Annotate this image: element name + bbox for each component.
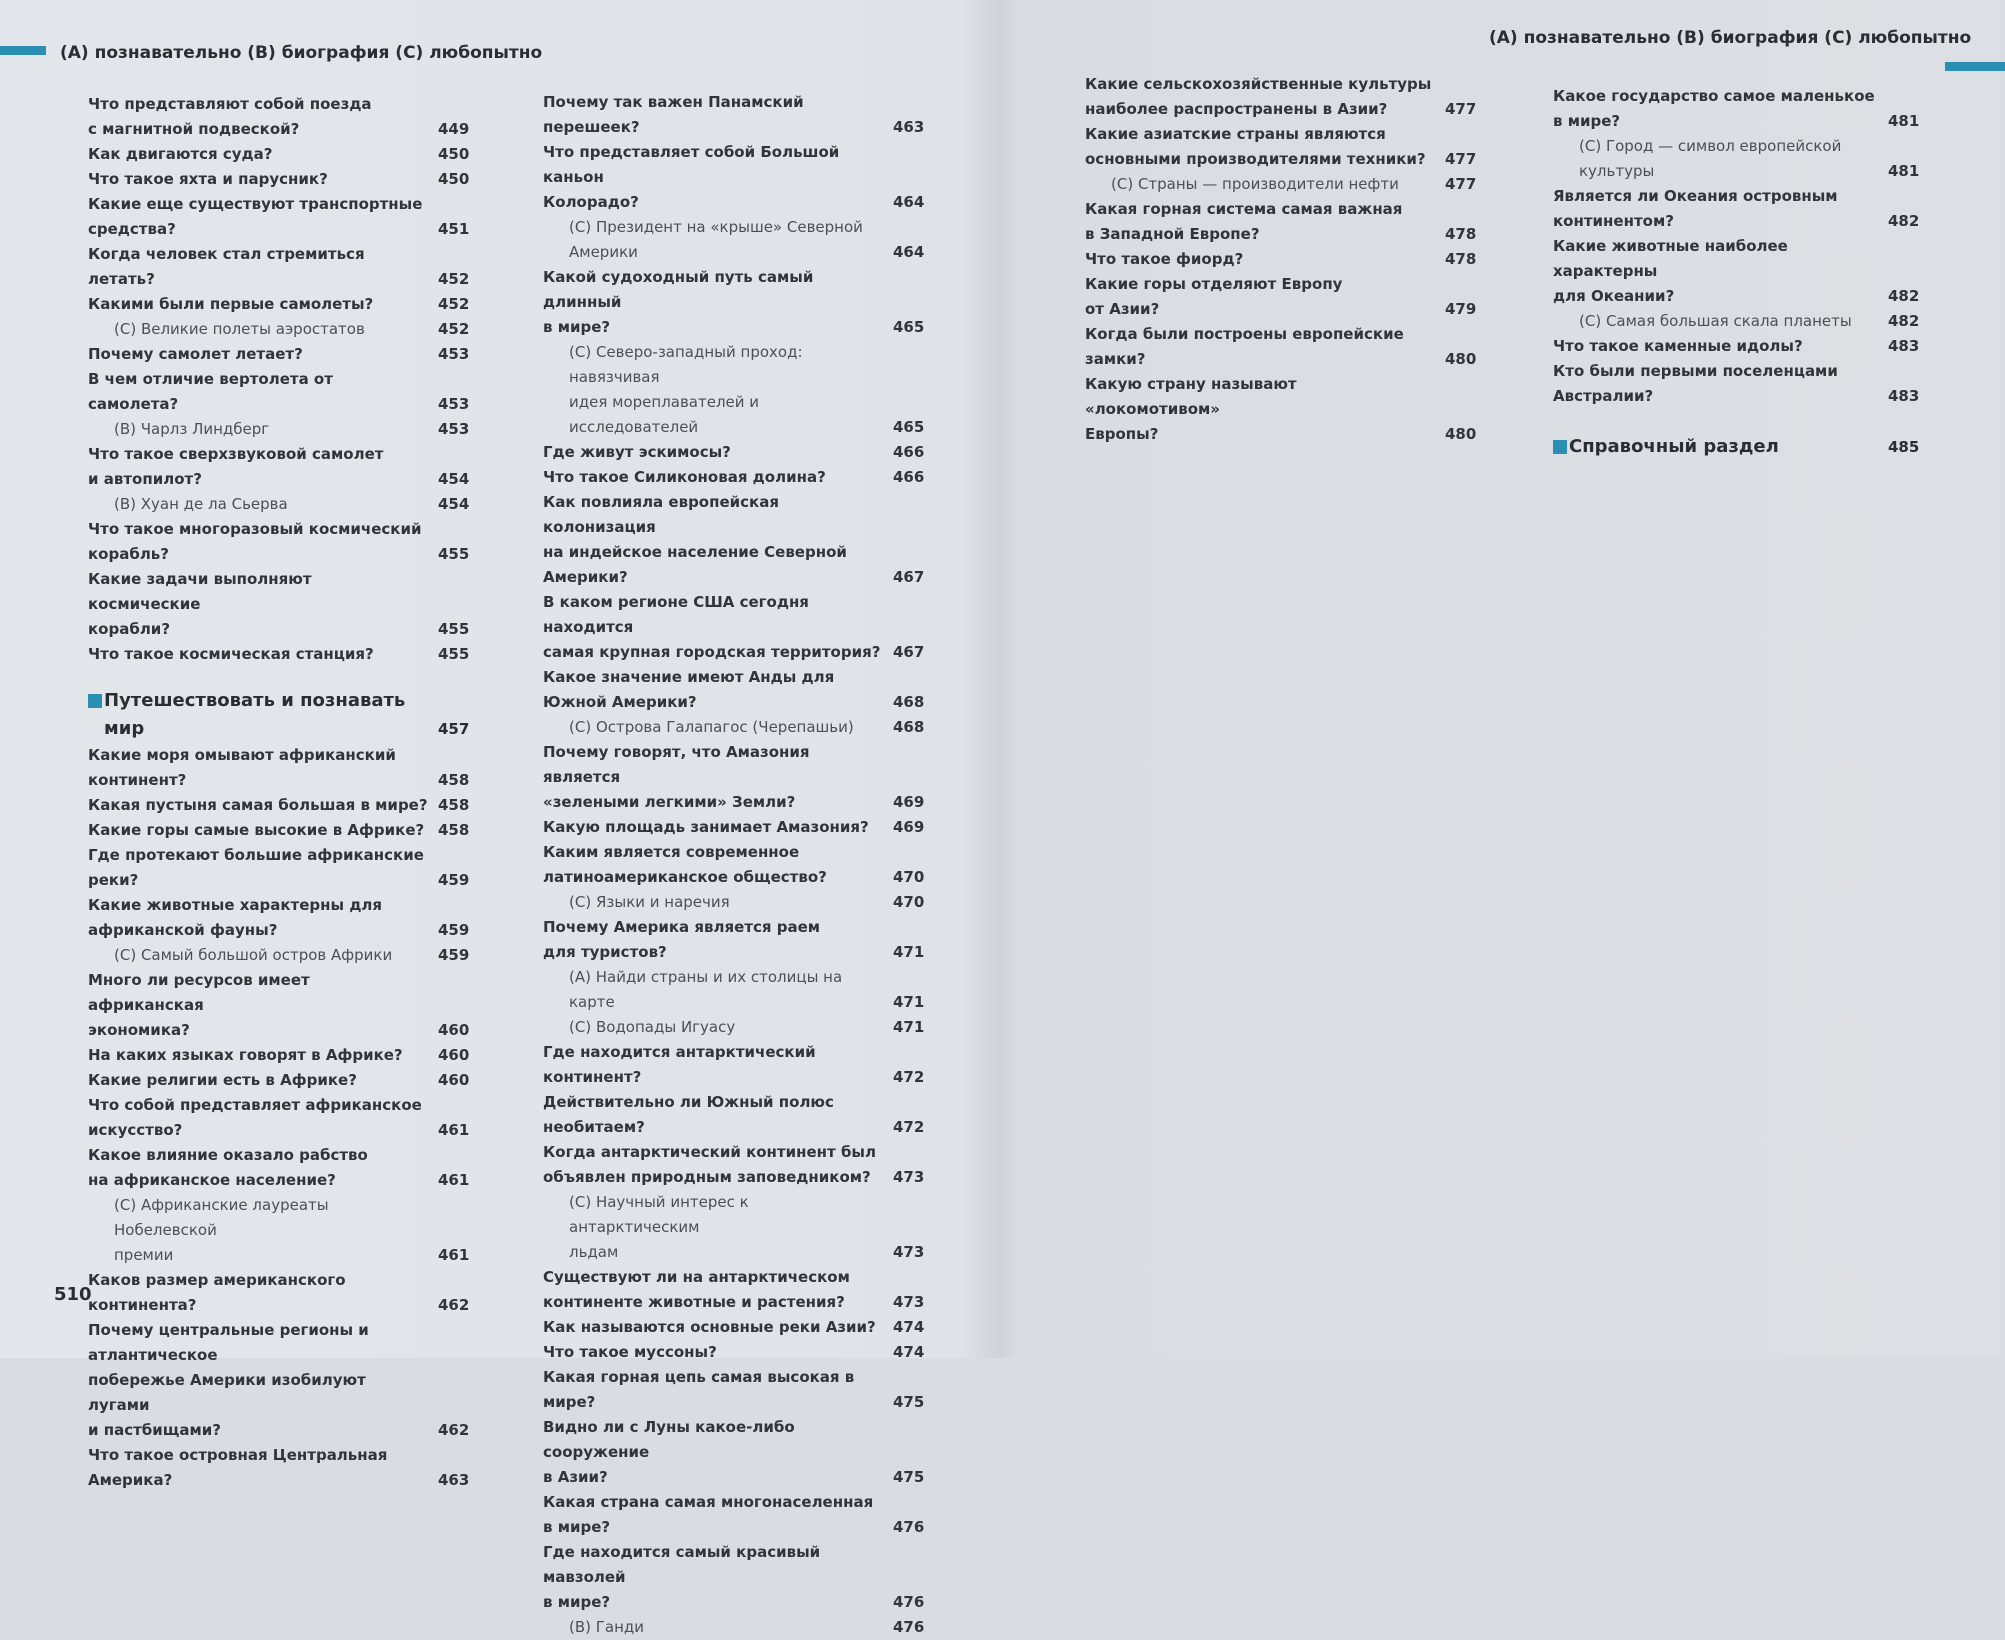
toc-entry <box>88 968 488 1043</box>
toc-entry-title: Какая пустыня самая большая в мире? <box>88 796 428 814</box>
toc-entry <box>543 1315 943 1340</box>
header-accent-bar-right <box>1945 62 2005 71</box>
toc-entry-page: 454 <box>438 470 470 488</box>
toc-entry-title: Когда антарктический континент был объявлен природным заповедником? <box>543 1143 876 1186</box>
section-square-icon <box>1553 440 1567 454</box>
toc-entry-page: 467 <box>893 568 925 586</box>
toc-entry <box>543 1490 943 1540</box>
toc-entry-page: 462 <box>438 1421 470 1439</box>
toc-entry-page: 474 <box>893 1318 925 1336</box>
toc-entry <box>543 440 943 465</box>
toc-entry-title: Много ли ресурсов имеет африканская экономика? <box>88 971 310 1039</box>
toc-entry <box>88 943 488 968</box>
toc-entry-page: 473 <box>893 1168 925 1186</box>
left-header-legend: (A) познавательно (B) биография (C) любопытно <box>60 43 543 63</box>
toc-entry <box>543 140 943 215</box>
toc-entry-page: 482 <box>1888 312 1920 330</box>
toc-entry-page: 450 <box>438 170 470 188</box>
toc-entry-title: Что такое островная Центральная Америка? <box>88 1446 388 1489</box>
toc-entry-page: 471 <box>893 943 925 961</box>
toc-entry <box>1085 247 1495 272</box>
left-page <box>0 0 1000 1636</box>
toc-entry-page: 458 <box>438 771 470 789</box>
toc-entry-title: Какие животные наиболее характерны для Океании? <box>1553 237 1788 305</box>
toc-entry <box>88 793 488 818</box>
toc-entry <box>88 1093 488 1143</box>
toc-entry-title: Что собой представляет африканское искусство? <box>88 1096 422 1139</box>
toc-entry-title: Какие сельскохозяйственные культуры наиболее распространены в Азии? <box>1085 75 1432 118</box>
toc-entry-title: Где протекают большие африканские реки? <box>88 846 424 889</box>
toc-entry <box>88 567 488 642</box>
toc-entry-title: (C) Самый большой остров Африки <box>114 946 393 964</box>
toc-entry-page: 459 <box>438 921 470 939</box>
toc-entry-page: 479 <box>1445 300 1477 318</box>
toc-entry-page: 465 <box>893 418 925 436</box>
toc-entry-title: (C) Научный интерес к антарктическим льдам <box>569 1193 749 1261</box>
toc-entry-title: Какие задачи выполняют космические корабли? <box>88 570 312 638</box>
toc-entry-title: Что такое фиорд? <box>1085 250 1244 268</box>
toc-entry-page: 473 <box>893 1243 925 1261</box>
toc-entry <box>1085 372 1495 447</box>
toc-entry <box>88 517 488 567</box>
toc-entry-title: Почему так важен Панамский перешеек? <box>543 93 804 136</box>
right-page <box>1005 0 2000 1358</box>
toc-entry-page: 483 <box>1888 337 1920 355</box>
toc-entry-title: Как двигаются суда? <box>88 145 273 163</box>
toc-entry-title: (C) Водопады Игуасу <box>569 1018 736 1036</box>
toc-entry-page: 476 <box>893 1593 925 1611</box>
toc-entry <box>543 1190 943 1265</box>
toc-entry-page: 477 <box>1445 175 1477 193</box>
toc-entry-page: 453 <box>438 395 470 413</box>
toc-entry-page: 459 <box>438 946 470 964</box>
toc-column-3 <box>1085 72 1495 447</box>
toc-entry <box>543 665 943 715</box>
toc-entry-page: 478 <box>1445 250 1477 268</box>
toc-entry <box>543 1140 943 1190</box>
toc-entry-title: Какая горная система самая важная в Западной Европе? <box>1085 200 1403 243</box>
toc-entry <box>88 743 488 793</box>
toc-entry <box>543 265 943 340</box>
toc-entry <box>543 1265 943 1315</box>
toc-entry <box>1085 197 1495 247</box>
toc-entry <box>543 840 943 890</box>
toc-entry <box>88 142 488 167</box>
toc-entry-title: (C) Город — символ европейской культуры <box>1579 137 1842 180</box>
toc-entry-page: 455 <box>438 545 470 563</box>
toc-entry-title: (C) Самая большая скала планеты <box>1579 312 1852 330</box>
toc-entry-title: Является ли Океания островным континентом? <box>1553 187 1838 230</box>
toc-entry <box>1085 322 1495 372</box>
toc-entry <box>543 1540 943 1615</box>
toc-entry-page: 468 <box>893 718 925 736</box>
toc-entry-page: 471 <box>893 1018 925 1036</box>
toc-entry <box>88 1043 488 1068</box>
toc-entry <box>88 442 488 492</box>
toc-entry-page: 476 <box>893 1518 925 1536</box>
toc-entry-title: Видно ли с Луны какое-либо сооружение в Азии? <box>543 1418 795 1486</box>
toc-entry <box>543 215 943 265</box>
toc-entry-title: Кто были первыми поселенцами Австралии? <box>1553 362 1838 405</box>
toc-entry-page: 480 <box>1445 350 1477 368</box>
toc-entry <box>88 1318 488 1443</box>
toc-entry <box>1085 272 1495 322</box>
toc-entry <box>543 1415 943 1490</box>
toc-entry <box>1085 122 1495 172</box>
toc-entry-title: Где находится антарктический континент? <box>543 1043 816 1086</box>
toc-entry-title: (C) Языки и наречия <box>569 893 730 911</box>
toc-entry-title: Когда человек стал стремиться летать? <box>88 245 365 288</box>
toc-entry-title: Какие животные характерны для африканской фауны? <box>88 896 383 939</box>
toc-entry-title: Что такое сверхзвуковой самолет и автопилот? <box>88 445 384 488</box>
toc-entry-page: 464 <box>893 193 925 211</box>
toc-entry-title: Какие моря омывают африканский континент? <box>88 746 396 789</box>
toc-entry <box>88 167 488 192</box>
toc-entry-title: (A) Найди страны и их столицы на карте <box>569 968 843 1011</box>
toc-entry-title: Почему говорят, что Амазония является «зелеными легкими» Земли? <box>543 743 810 811</box>
toc-entry-title: Что такое муссоны? <box>543 1343 717 1361</box>
toc-entry <box>88 492 488 517</box>
toc-entry-page: 452 <box>438 320 470 338</box>
toc-entry-page: 458 <box>438 821 470 839</box>
toc-entry <box>88 317 488 342</box>
toc-entry-page: 475 <box>893 1468 925 1486</box>
toc-entry-title: Какое значение имеют Анды для Южной Америки? <box>543 668 835 711</box>
toc-entry-page: 465 <box>893 318 925 336</box>
toc-entry <box>1085 172 1495 197</box>
toc-entry-page: 472 <box>893 1118 925 1136</box>
toc-entry <box>543 590 943 665</box>
toc-entry <box>543 1015 943 1040</box>
toc-entry-title: Почему Америка является раем для туристов? <box>543 918 821 961</box>
toc-entry-page: 464 <box>893 243 925 261</box>
toc-entry-title: Какая страна самая многонаселенная в мире? <box>543 1493 874 1536</box>
page-number: 510 <box>54 1284 92 1305</box>
toc-entry <box>88 242 488 292</box>
toc-entry <box>1553 359 1938 409</box>
toc-entry <box>543 1090 943 1140</box>
toc-column-1 <box>88 92 488 1493</box>
toc-entry-page: 453 <box>438 420 470 438</box>
toc-entry <box>88 893 488 943</box>
toc-entry-title: (C) Страны — производители нефти <box>1111 175 1399 193</box>
toc-entry <box>88 1068 488 1093</box>
toc-entry-title: Где живут эскимосы? <box>543 443 731 461</box>
toc-entry-title: В чем отличие вертолета от самолета? <box>88 370 333 413</box>
toc-entry <box>1553 184 1938 234</box>
toc-entry-title: Какими были первые самолеты? <box>88 295 374 313</box>
toc-entry-page: 483 <box>1888 387 1920 405</box>
toc-column-4 <box>1553 84 1938 461</box>
toc-entry-title: Какое влияние оказало рабство на африканское население? <box>88 1146 368 1189</box>
toc-entry <box>543 1340 943 1365</box>
toc-entry <box>88 292 488 317</box>
header-accent-bar <box>0 46 46 55</box>
toc-entry-title: Какие еще существуют транспортные средства? <box>88 195 423 238</box>
toc-entry <box>1553 234 1938 309</box>
toc-entry-page: 455 <box>438 620 470 638</box>
toc-entry-page: 455 <box>438 645 470 663</box>
toc-entry-title: Какой судоходный путь самый длинный в мире? <box>543 268 814 336</box>
toc-entry <box>1085 72 1495 122</box>
section-title: Справочный раздел <box>1569 436 1779 457</box>
toc-entry <box>543 740 943 815</box>
toc-entry-title: На каких языках говорят в Африке? <box>88 1046 403 1064</box>
toc-entry-title: Какую страну называют «локомотивом» Европы? <box>1085 375 1297 443</box>
toc-entry <box>543 965 943 1015</box>
toc-column-2 <box>543 90 943 1640</box>
toc-entry-page: 461 <box>438 1121 470 1139</box>
toc-entry-title: Почему центральные регионы и атлантическое побережье Америки изобилуют лугами и пастбищами? <box>88 1321 369 1439</box>
toc-entry <box>88 367 488 417</box>
toc-entry <box>543 340 943 440</box>
toc-entry <box>88 1143 488 1193</box>
toc-section-heading <box>88 687 488 743</box>
toc-entry-page: 470 <box>893 868 925 886</box>
toc-entry-title: Какое государство самое маленькое в мире? <box>1553 87 1875 130</box>
toc-entry-page: 452 <box>438 295 470 313</box>
toc-entry-page: 468 <box>893 693 925 711</box>
toc-entry-title: Что такое Силиконовая долина? <box>543 468 826 486</box>
right-header-legend: (A) познавательно (B) биография (C) любопытно <box>1489 28 1972 48</box>
toc-entry-title: Каков размер американского континента? <box>88 1271 346 1314</box>
toc-entry-page: 450 <box>438 145 470 163</box>
toc-entry <box>88 818 488 843</box>
toc-entry-page: 466 <box>893 468 925 486</box>
toc-entry <box>88 192 488 242</box>
toc-entry <box>88 92 488 142</box>
toc-entry-page: 482 <box>1888 287 1920 305</box>
section-square-icon <box>88 694 102 708</box>
toc-entry-title: (C) Африканские лауреаты Нобелевской премии <box>114 1196 329 1264</box>
toc-entry-title: В каком регионе США сегодня находится самая крупная городская территория? <box>543 593 881 661</box>
toc-entry-page: 469 <box>893 818 925 836</box>
toc-entry-title: Какие религии есть в Африке? <box>88 1071 357 1089</box>
toc-entry-page: 459 <box>438 871 470 889</box>
toc-entry-title: Какие горы самые высокие в Африке? <box>88 821 425 839</box>
toc-entry-page: 463 <box>438 1471 470 1489</box>
toc-entry-title: Какую площадь занимает Амазония? <box>543 818 869 836</box>
toc-entry <box>543 490 943 590</box>
toc-entry-page: 481 <box>1888 162 1920 180</box>
toc-entry <box>88 417 488 442</box>
toc-entry <box>543 90 943 140</box>
toc-entry-page: 471 <box>893 993 925 1011</box>
toc-entry <box>543 1615 943 1640</box>
toc-entry-title: Что такое космическая станция? <box>88 645 374 663</box>
toc-entry-title: (B) Чарлз Линдберг <box>114 420 270 438</box>
toc-entry-page: 477 <box>1445 150 1477 168</box>
toc-entry-page: 481 <box>1888 112 1920 130</box>
toc-entry <box>543 715 943 740</box>
toc-entry-title: Что представляет собой Большой каньон Колорадо? <box>543 143 840 211</box>
toc-entry <box>543 815 943 840</box>
toc-entry-page: 460 <box>438 1046 470 1064</box>
toc-entry-title: Какая горная цепь самая высокая в мире? <box>543 1368 855 1411</box>
toc-entry-title: (C) Президент на «крыше» Северной Америки <box>569 218 863 261</box>
toc-entry-page: 472 <box>893 1068 925 1086</box>
toc-entry <box>543 1365 943 1415</box>
section-title: Путешествовать и познавать мир <box>104 690 406 739</box>
toc-entry-page: 482 <box>1888 212 1920 230</box>
toc-entry-page: 469 <box>893 793 925 811</box>
toc-entry-page: 470 <box>893 893 925 911</box>
toc-entry-page: 449 <box>438 120 470 138</box>
toc-entry <box>543 915 943 965</box>
toc-entry-page: 475 <box>893 1393 925 1411</box>
toc-entry-page: 460 <box>438 1071 470 1089</box>
toc-entry-title: Что представляют собой поезда с магнитной подвеской? <box>88 95 372 138</box>
toc-entry-page: 463 <box>893 118 925 136</box>
toc-entry-page: 467 <box>893 643 925 661</box>
toc-entry-page: 466 <box>893 443 925 461</box>
toc-entry-title: Какие азиатские страны являются основными производителями техники? <box>1085 125 1426 168</box>
toc-entry <box>88 1443 488 1493</box>
toc-entry-title: Почему самолет летает? <box>88 345 303 363</box>
toc-entry-page: 452 <box>438 270 470 288</box>
toc-entry <box>88 342 488 367</box>
toc-entry-page: 476 <box>893 1618 925 1636</box>
toc-entry-title: Что такое яхта и парусник? <box>88 170 328 188</box>
toc-entry-page: 474 <box>893 1343 925 1361</box>
toc-entry-title: Действительно ли Южный полюс необитаем? <box>543 1093 834 1136</box>
toc-entry-title: Что такое каменные идолы? <box>1553 337 1803 355</box>
toc-entry-page: 460 <box>438 1021 470 1039</box>
toc-entry <box>88 1268 488 1318</box>
toc-entry-title: Как повлияла европейская колонизация на индейское население Северной Америки? <box>543 493 847 586</box>
toc-entry-title: Каким является современное латиноамериканское общество? <box>543 843 827 886</box>
toc-entry <box>1553 84 1938 134</box>
toc-entry-page: 458 <box>438 796 470 814</box>
toc-entry-page: 454 <box>438 495 470 513</box>
toc-entry-title: Где находится самый красивый мавзолей в мире? <box>543 1543 821 1611</box>
toc-entry-page: 480 <box>1445 425 1477 443</box>
toc-entry-page: 451 <box>438 220 470 238</box>
toc-entry-page: 462 <box>438 1296 470 1314</box>
toc-entry-page: 461 <box>438 1171 470 1189</box>
toc-entry-title: Как называются основные реки Азии? <box>543 1318 876 1336</box>
toc-entry-page: 461 <box>438 1246 470 1264</box>
section-page: 485 <box>1888 438 1920 456</box>
toc-entry <box>543 890 943 915</box>
toc-entry-title: Существуют ли на антарктическом континенте животные и растения? <box>543 1268 850 1311</box>
toc-entry <box>88 1193 488 1268</box>
toc-entry-title: (C) Северо-западный проход: навязчивая идея мореплавателей и исследователей <box>569 343 803 436</box>
toc-entry <box>1553 309 1938 334</box>
toc-entry-title: (C) Острова Галапагос (Черепашьи) <box>569 718 854 736</box>
toc-entry <box>88 642 488 667</box>
toc-entry <box>1553 134 1938 184</box>
toc-entry-page: 453 <box>438 345 470 363</box>
toc-section-heading <box>1553 433 1938 461</box>
toc-entry-page: 478 <box>1445 225 1477 243</box>
toc-entry <box>543 465 943 490</box>
toc-entry-title: Какие горы отделяют Европу от Азии? <box>1085 275 1343 318</box>
toc-entry-page: 477 <box>1445 100 1477 118</box>
toc-entry-title: (B) Хуан де ла Сьерва <box>114 495 288 513</box>
toc-entry-page: 473 <box>893 1293 925 1311</box>
toc-entry <box>1553 334 1938 359</box>
toc-entry-title: (C) Великие полеты аэростатов <box>114 320 365 338</box>
toc-entry-title: Когда были построены европейские замки? <box>1085 325 1404 368</box>
toc-entry-title: (B) Ганди <box>569 1618 645 1636</box>
toc-entry-title: Что такое многоразовый космический корабль? <box>88 520 422 563</box>
toc-entry <box>543 1040 943 1090</box>
toc-entry <box>88 843 488 893</box>
section-page: 457 <box>438 720 470 738</box>
